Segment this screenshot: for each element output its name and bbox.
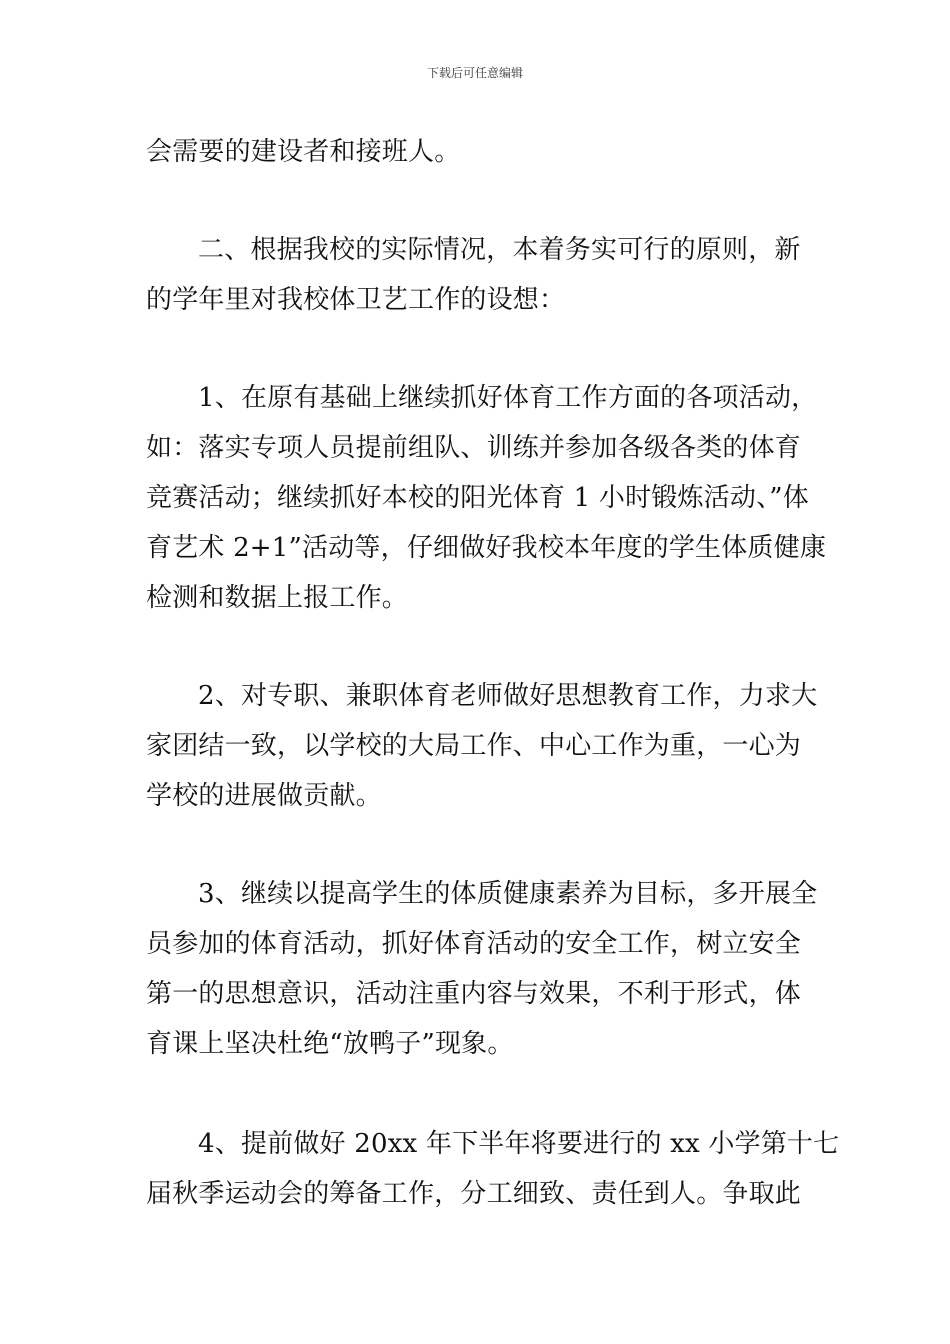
paragraph-line: 3、继续以提高学生的体质健康素养为目标，多开展全: [198, 879, 818, 909]
paragraph-line: 1、在原有基础上继续抓好体育工作方面的各项活动，: [198, 383, 818, 413]
paragraph-line: 育课上坚决杜绝“放鸭子”现象。: [146, 1029, 514, 1059]
paragraph-line: 二、根据我校的实际情况，本着务实可行的原则，新: [198, 235, 801, 265]
paragraph-line: 育艺术 2+1”活动等，仔细做好我校本年度的学生体质健康: [146, 533, 827, 563]
paragraph-line: 员参加的体育活动，抓好体育活动的安全工作，树立安全: [146, 929, 802, 959]
paragraph-line: 第一的思想意识，活动注重内容与效果，不利于形式，体: [146, 979, 802, 1009]
paragraph-line: 如：落实专项人员提前组队、训练并参加各级各类的体育: [146, 433, 802, 463]
paragraph-line: 检测和数据上报工作。: [146, 583, 409, 613]
paragraph-line: 2、对专职、兼职体育老师做好思想教育工作，力求大: [198, 681, 818, 711]
paragraph-line: 的学年里对我校体卫艺工作的设想：: [146, 285, 566, 315]
page-header: 下载后可任意编辑: [426, 66, 523, 80]
paragraph-line: 家团结一致，以学校的大局工作、中心工作为重，一心为: [146, 731, 802, 761]
paragraph-line: 4、提前做好 20xx 年下半年将要进行的 xx 小学第十七: [198, 1129, 840, 1159]
paragraph-line: 届秋季运动会的筹备工作，分工细致、责任到人。争取此: [146, 1179, 802, 1209]
paragraph-line: 学校的进展做贡献。: [146, 781, 382, 811]
paragraph-line: 竞赛活动；继续抓好本校的阳光体育 1 小时锻炼活动、”体: [146, 483, 809, 513]
paragraph-line: 会需要的建设者和接班人。: [146, 137, 461, 167]
